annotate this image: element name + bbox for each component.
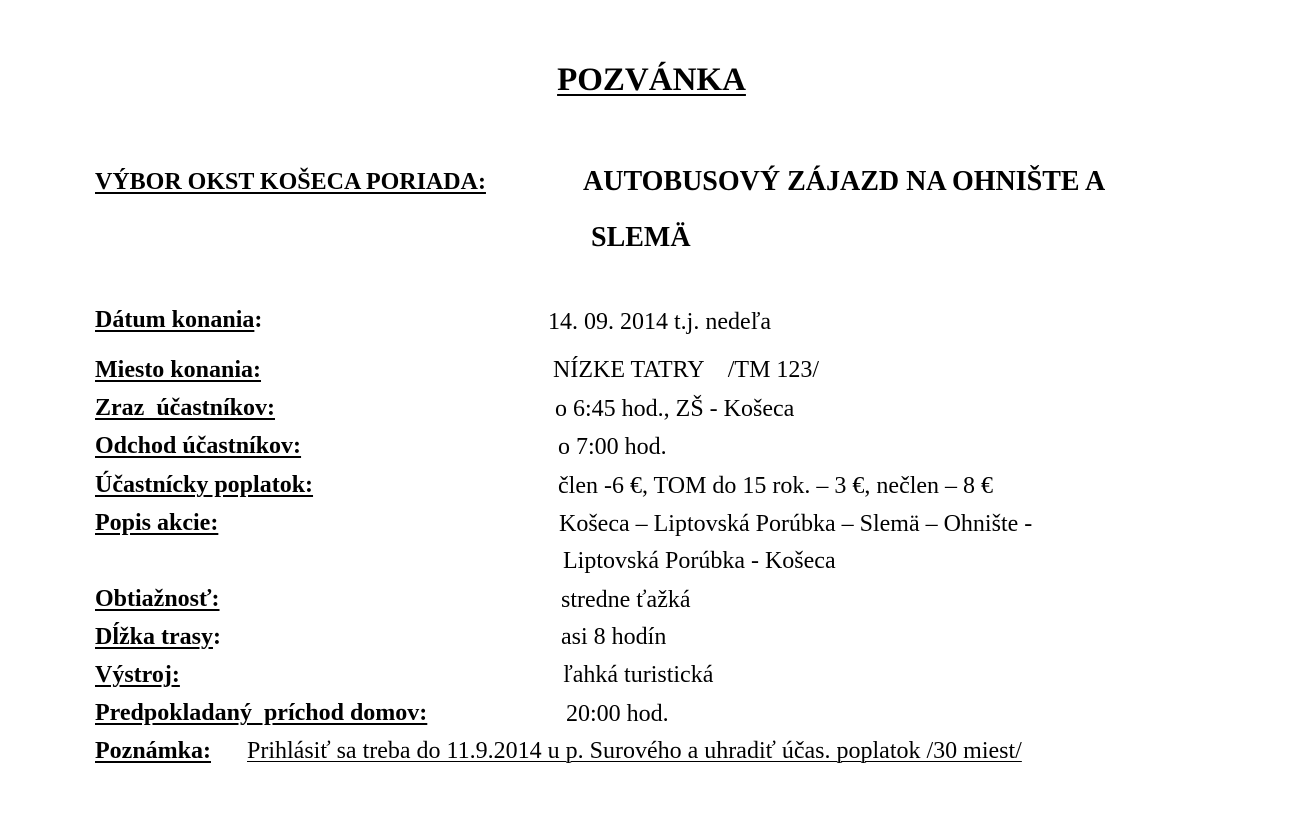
description-label [95, 510, 218, 537]
length-label-text: Dĺžka trasy [95, 624, 213, 650]
difficulty-label-text: Obtiažnosť: [95, 586, 220, 612]
note-value: Prihlásiť sa treba do 11.9.2014 u p. Surového a uhradiť účas. poplatok /30 miest/ [247, 738, 1022, 764]
equipment-value: ľahká turistická [563, 662, 714, 688]
length-label [95, 624, 221, 651]
return-label [95, 700, 427, 727]
note-label [95, 738, 211, 765]
date-label-colon: : [254, 307, 263, 333]
equipment-label [95, 662, 180, 689]
fee-value: člen -6 €, TOM do 15 rok. – 3 €, nečlen – 8 € [558, 473, 994, 499]
departure-label-text: Odchod účastníkov: [95, 433, 302, 459]
meeting-value: o 6:45 hod., ZŠ - Košeca [555, 396, 795, 422]
date-value: 14. 09. 2014 t.j. nedeľa [548, 309, 772, 335]
departure-value: o 7:00 hod. [558, 434, 667, 460]
document-title: POZVÁNKA [557, 62, 746, 98]
difficulty-value: stredne ťažká [561, 587, 691, 613]
place-value: NÍZKE TATRY /TM 123/ [553, 357, 820, 383]
length-label-colon: : [212, 624, 221, 650]
description-value-line-2: Liptovská Porúbka - Košeca [563, 548, 836, 574]
length-value: asi 8 hodín [561, 624, 667, 650]
place-label [95, 357, 261, 384]
date-label-text: Dátum konania [95, 307, 255, 333]
fee-label [95, 472, 313, 499]
departure-label [95, 433, 301, 460]
organizer-label: VÝBOR OKST KOŠECA PORIADA: [95, 169, 486, 195]
description-label-text: Popis akcie: [95, 510, 219, 536]
return-value: 20:00 hod. [566, 701, 669, 727]
date-label [95, 307, 262, 334]
equipment-label-text: Výstroj: [95, 662, 180, 688]
note-label-text: Poznámka: [95, 738, 211, 764]
meeting-label-text: Zraz účastníkov: [95, 395, 275, 421]
difficulty-label [95, 586, 220, 613]
meeting-label [95, 395, 275, 422]
description-value-line-1: Košeca – Liptovská Porúbka – Slemä – Ohnište - [559, 511, 1033, 537]
return-label-text: Predpokladaný príchod domov: [95, 700, 428, 726]
event-title-line-2: SLEMÄ [591, 222, 691, 253]
place-label-text: Miesto konania: [95, 357, 262, 383]
event-title-line-1: AUTOBUSOVÝ ZÁJAZD NA OHNIŠTE A [583, 166, 1106, 197]
fee-label-text: Účastnícky poplatok: [95, 472, 314, 498]
